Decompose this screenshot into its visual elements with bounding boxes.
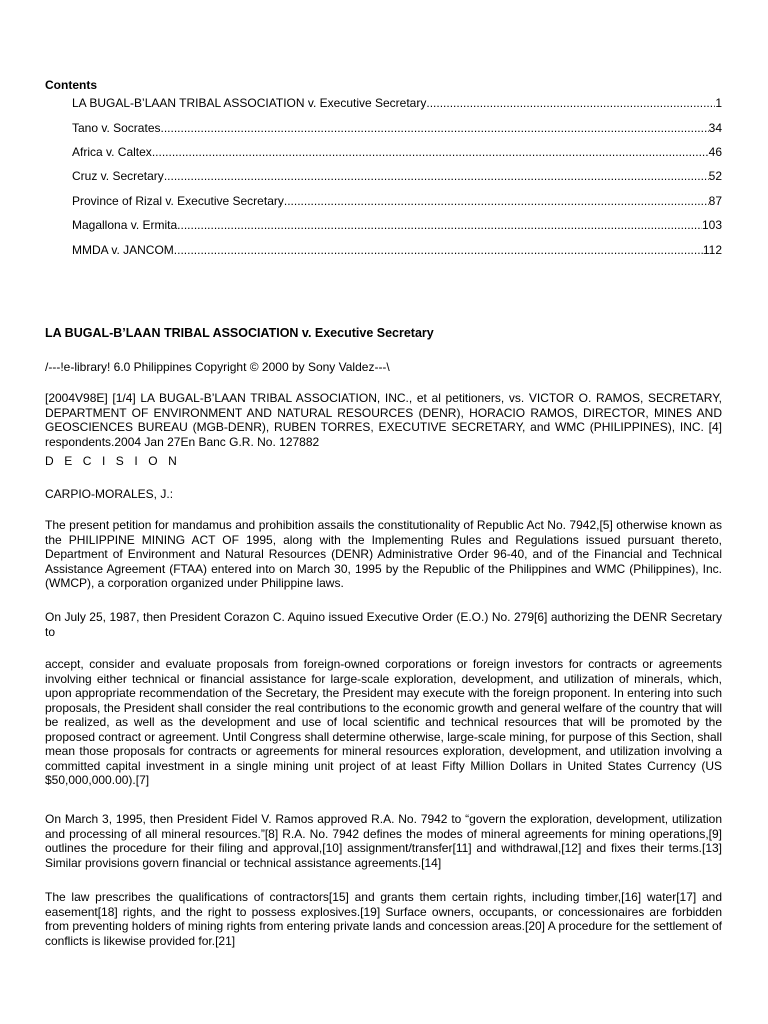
- toc-entry[interactable]: [72, 96, 722, 110]
- block-quote: accept, consider and evaluate proposals from foreign-owned corporations or foreign investors for contracts or agreements involving either technical or financial assistance for large-scale exploration, development, and utilization of minerals, which, upon appropriate recommendation of the Secretary, the President may execute with the foreign proponent. In entering into such proposals, the President shall consider the real contributions to the economic growth and general welfare of the country that will be realized, as well as the development and use of local scientific and technical resources that will be promoted by the proposed contract or agreement. Until Congress shall determine otherwise, large-scale mining, for purpose of this Section, shall mean those proposals for contracts or agreements for mineral resources exploration, development, and utilization involving a committed capital investment in a single mining unit project of at least Fifty Million Dollars in United States Currency (US $50,000,000.00).[7]: [45, 657, 723, 787]
- toc-entry-title: Cruz v. Secretary: [72, 169, 164, 183]
- paragraph: The law prescribes the qualifications of contractors[15] and grants them certain rights, including timber,[16] water[17] and easement[18] rights, and the right to possess explosives.[19] Surface owners, occupants, or concessionaires are forbidden from preventing holders of mining rights from entering private lands and concession areas.[20] A procedure for the settlement of conflicts is likewise provided for.[21]: [45, 890, 722, 948]
- toc-heading: Contents: [45, 78, 97, 92]
- toc-dot-leader: [164, 169, 709, 183]
- toc-entry-title: MMDA v. JANCOM: [72, 243, 174, 257]
- toc-entry[interactable]: [72, 194, 722, 208]
- toc-entry[interactable]: [72, 243, 722, 257]
- toc-entry[interactable]: [72, 145, 722, 159]
- toc-entry[interactable]: [72, 169, 722, 183]
- toc-dot-leader: [426, 96, 715, 110]
- toc-dot-leader: [152, 145, 709, 159]
- toc-entry-title: Province of Rizal v. Executive Secretary: [72, 194, 284, 208]
- document-title: LA BUGAL-B’LAAN TRIBAL ASSOCIATION v. Executive Secretary: [45, 326, 434, 340]
- decision-label: D E C I S I O N: [45, 454, 181, 468]
- toc-entry-title: LA BUGAL-B’LAAN TRIBAL ASSOCIATION v. Executive Secretary: [72, 96, 427, 110]
- paragraph: On July 25, 1987, then President Corazon C. Aquino issued Executive Order (E.O.) No. 279[6] authorizing the DENR Secretary to: [45, 610, 722, 639]
- toc-entry[interactable]: [72, 218, 722, 232]
- toc-entry-title: Tano v. Socrates: [72, 121, 161, 135]
- toc-entry-page: 34: [708, 121, 722, 135]
- toc-dot-leader: [177, 218, 702, 232]
- toc-entry-title: Africa v. Caltex: [72, 145, 152, 159]
- case-citation: [2004V98E] [1/4] LA BUGAL-B’LAAN TRIBAL ASSOCIATION, INC., et al petitioners, vs. VICTOR O. RAMOS, SECRETARY, DEPARTMENT OF ENVIRONMENT AND NATURAL RESOURCES (DENR), HORACIO RAMOS, DIRECTOR, MINES AND GEOSCIENCES BUREAU (MGB-DENR), RUBEN TORRES, EXECUTIVE SECRETARY, and WMC (PHILIPPINES), INC. [4] respondents.2004 Jan 27En Banc G.R. No. 127882: [45, 391, 722, 449]
- toc-entry-page: 112: [702, 243, 722, 257]
- toc-entry-page: 87: [708, 194, 722, 208]
- toc-entry-page: 103: [701, 218, 722, 232]
- copyright-line: /---!e-library! 6.0 Philippines Copyright © 2000 by Sony Valdez---\: [45, 360, 390, 374]
- toc-dot-leader: [161, 121, 709, 135]
- paragraph: On March 3, 1995, then President Fidel V. Ramos approved R.A. No. 7942 to “govern the exploration, development, utilization and processing of all mineral resources.”[8] R.A. No. 7942 defines the modes of mineral agreements for mining operations,[9] outlines the procedure for their filing and approval,[10] assignment/transfer[11] and withdrawal,[12] and fixes their terms.[13] Similar provisions govern financial or technical assistance agreements.[14]: [45, 812, 722, 870]
- toc-entry-title: Magallona v. Ermita: [72, 218, 178, 232]
- author-line: CARPIO-MORALES, J.:: [45, 487, 174, 501]
- paragraph: The present petition for mandamus and prohibition assails the constitutionality of Republic Act No. 7942,[5] otherwise known as the PHILIPPINE MINING ACT OF 1995, along with the Implementing Rules and Regulations issued pursuant thereto, Department of Environment and Natural Resources (DENR) Administrative Order 96-40, and of the Financial and Technical Assistance Agreement (FTAA) entered into on March 30, 1995 by the Republic of the Philippines and WMC (Philippines), Inc. (WMCP), a corporation organized under Philippine laws.: [45, 518, 722, 590]
- toc-entry-page: 1: [715, 96, 722, 110]
- toc-entry-page: 52: [708, 169, 722, 183]
- toc-dot-leader: [284, 194, 709, 208]
- toc-dot-leader: [174, 243, 703, 257]
- toc-entry-page: 46: [708, 145, 722, 159]
- toc-entry[interactable]: [72, 121, 722, 135]
